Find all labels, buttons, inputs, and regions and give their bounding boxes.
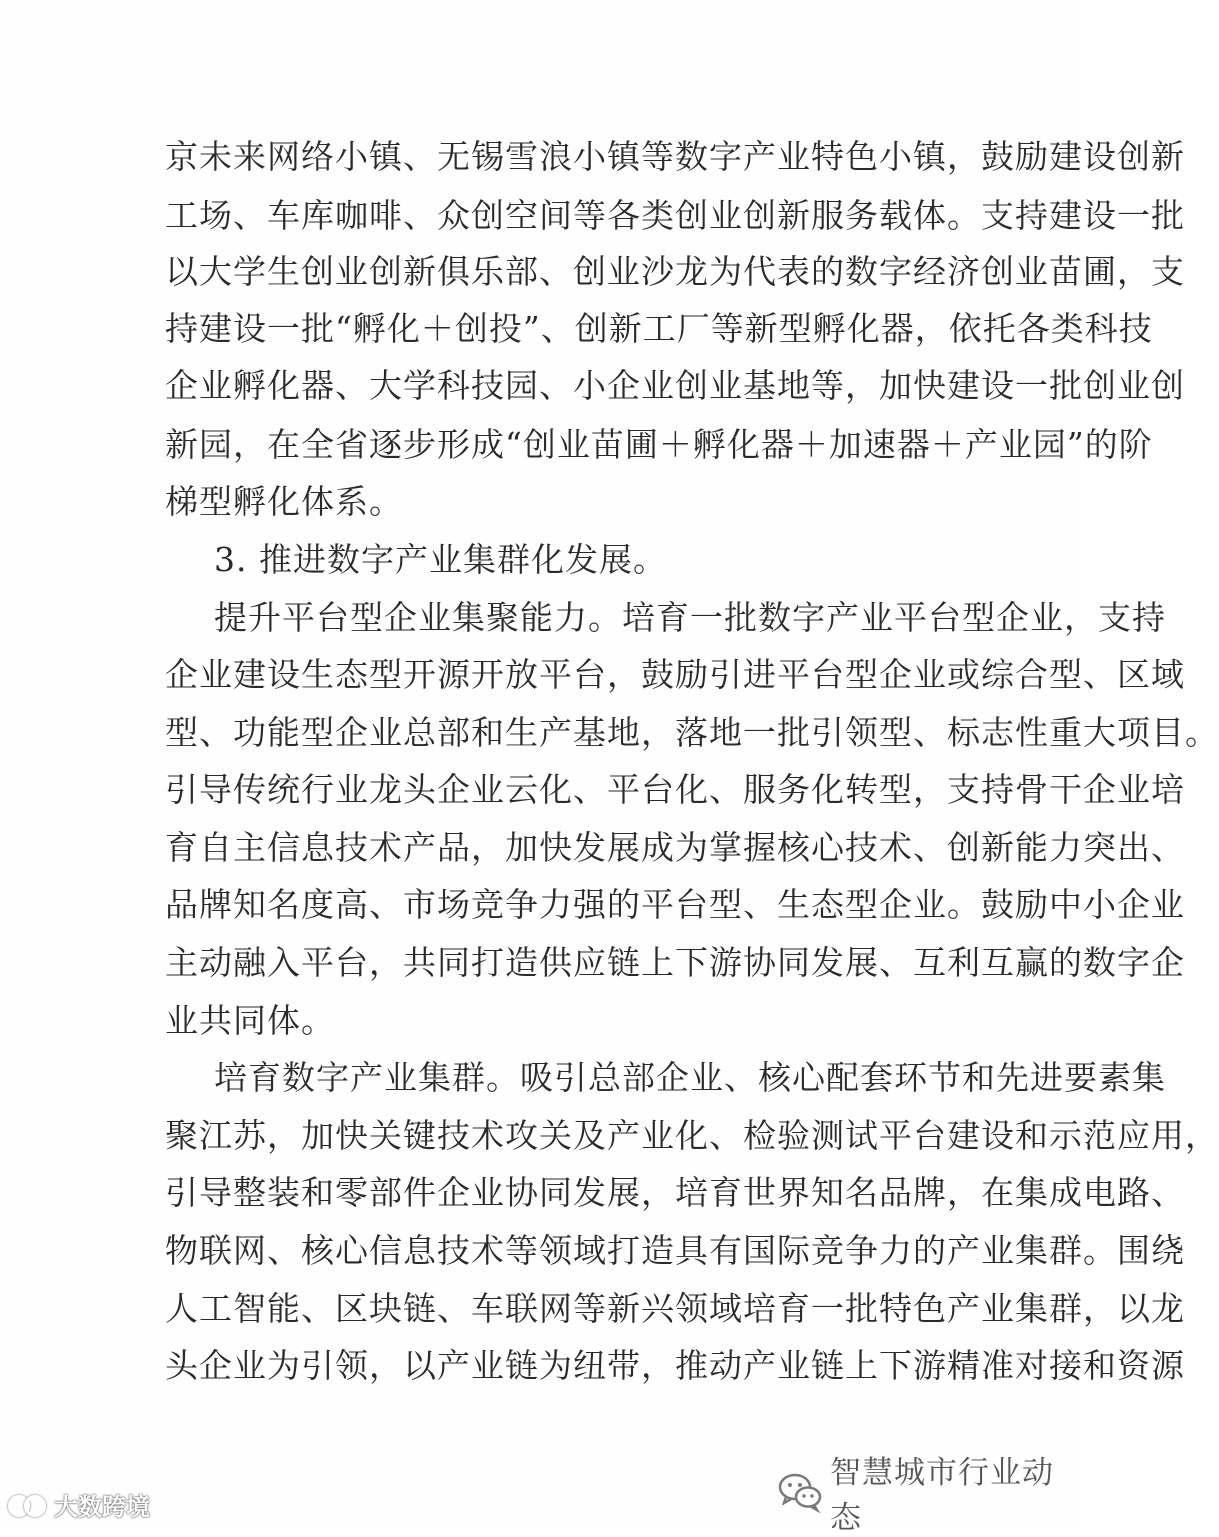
text-line-6: 新园，在全省逐步形成“创业苗圃＋孵化器＋加速器＋产业园”的阶: [165, 425, 1153, 464]
text-line-5: 企业孵化器、大学科技园、小企业创业基地等，加快建设一批创业创: [165, 366, 1185, 405]
watermark-left-text: 大数跨境: [54, 1492, 150, 1521]
text-line-15: 主动融入平台，共同打造供应链上下游协同发展、互利互赢的数字企: [165, 943, 1185, 982]
double-circle-logo-icon: [8, 1493, 48, 1515]
text-line-7: 梯型孵化体系。: [165, 482, 403, 521]
watermark-right: [778, 1455, 1080, 1536]
text-line-2: 工场、车库咖啡、众创空间等各类创业创新服务载体。支持建设一批: [165, 196, 1185, 235]
text-line-20: 物联网、核心信息技术等领域打造具有国际竞争力的产业集群。围绕: [165, 1231, 1185, 1270]
text-line-3: 以大学生创业创新俱乐部、创业沙龙为代表的数字经济创业苗圃，支: [165, 252, 1185, 291]
text-line-10: 企业建设生态型开源开放平台，鼓励引进平台型企业或综合型、区域: [165, 655, 1185, 694]
text-line-19: 引导整装和零部件企业协同发展，培育世界知名品牌，在集成电路、: [165, 1173, 1185, 1212]
text-line-21: 人工智能、区块链、车联网等新兴领域培育一批特色产业集群，以龙: [165, 1289, 1185, 1328]
text-line-1: 京未来网络小镇、无锡雪浪小镇等数字产业特色小镇，鼓励建设创新: [165, 137, 1185, 176]
paragraph-start-1: 提升平台型企业集聚能力。培育一批数字产业平台型企业，支持: [214, 598, 1166, 637]
text-line-14: 品牌知名度高、市场竞争力强的平台型、生态型企业。鼓励中小企业: [165, 885, 1185, 924]
text-line-13: 育自主信息技术产品，加快发展成为掌握核心技术、创新能力突出、: [165, 828, 1185, 867]
watermark-left: [8, 1488, 150, 1520]
text-line-12: 引导传统行业龙头企业云化、平台化、服务化转型，支持骨干企业培: [165, 770, 1185, 809]
text-line-22: 头企业为引领，以产业链为纽带，推动产业链上下游精准对接和资源: [165, 1346, 1185, 1385]
text-line-11: 型、功能型企业总部和生产基地，落地一批引领型、标志性重大项目。: [165, 713, 1219, 752]
section-heading: 3. 推进数字产业集群化发展。: [214, 540, 667, 579]
text-line-18: 聚江苏，加快关键技术攻关及产业化、检验测试平台建设和示范应用，: [165, 1116, 1219, 1155]
text-line-4: 持建设一批“孵化＋创投”、创新工厂等新型孵化器，依托各类科技: [165, 309, 1153, 348]
text-line-16: 业共同体。: [165, 1001, 335, 1040]
paragraph-start-2: 培育数字产业集群。吸引总部企业、核心配套环节和先进要素集: [214, 1058, 1166, 1097]
wechat-icon: [778, 1472, 822, 1512]
watermark-right-text: 智慧城市行业动态: [830, 1455, 1054, 1536]
